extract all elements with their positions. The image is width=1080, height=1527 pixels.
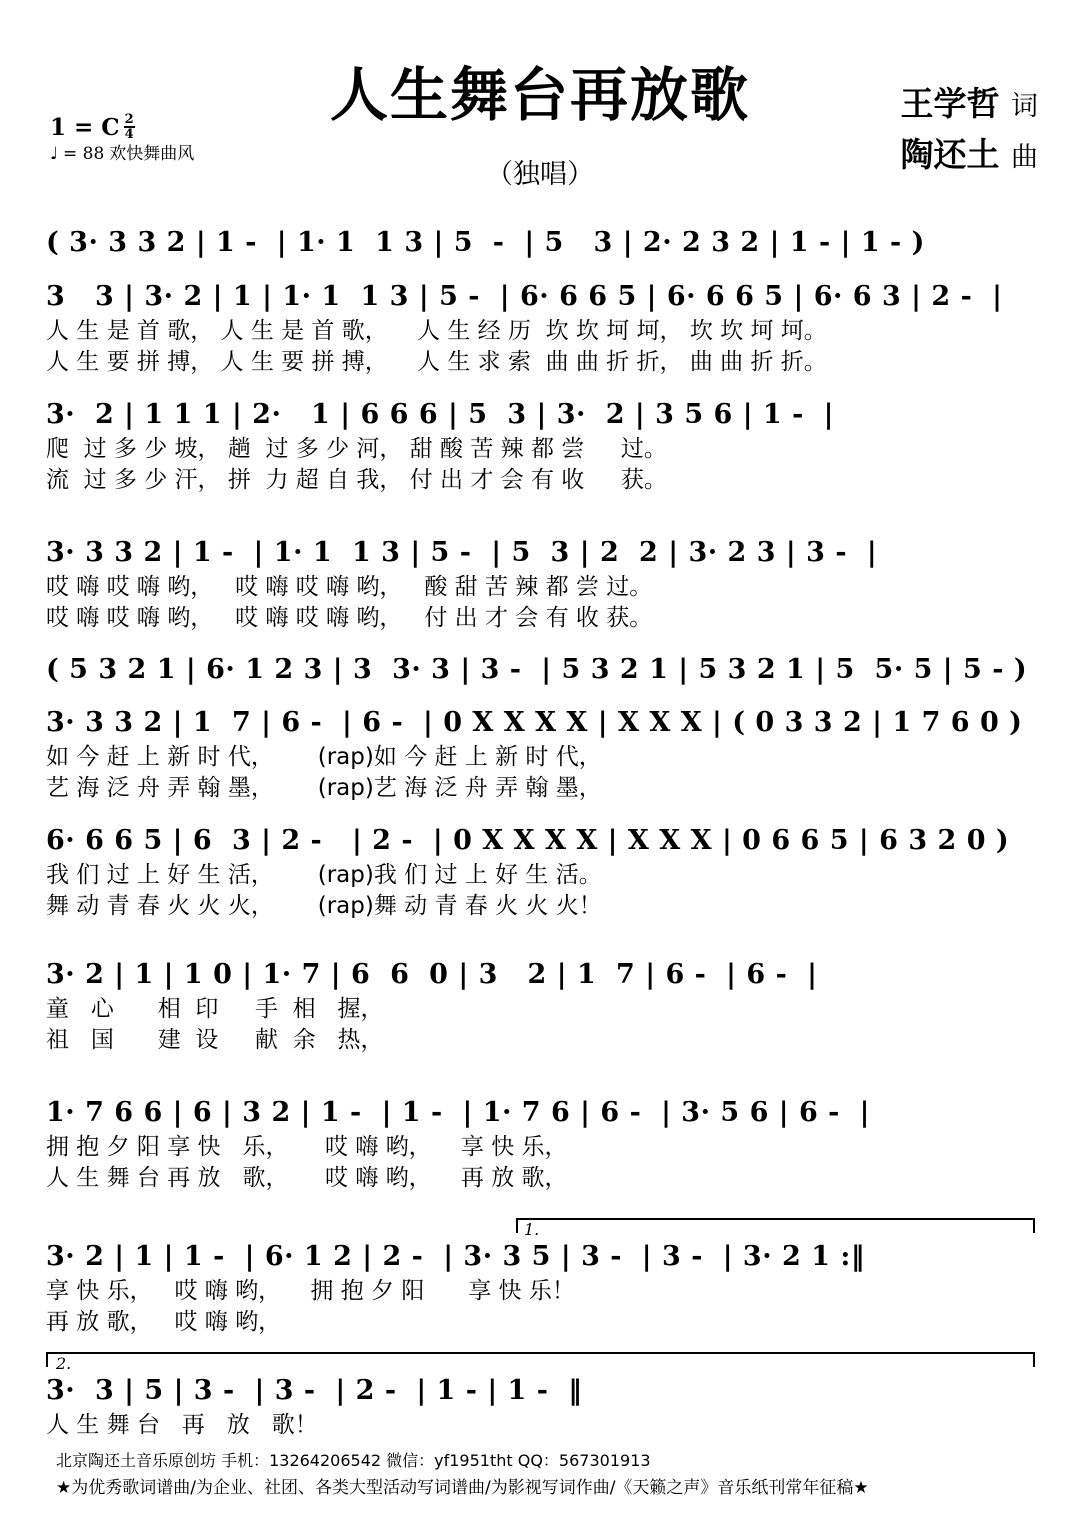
music-system-8 [46, 960, 1036, 1056]
note-row: 3· 3 | 5 | 3 - | 3 - | 2 - | 1 - | 1 - ‖ [46, 1375, 583, 1406]
note-row: ( 5 3 2 1 | 6· 1 2 3 | 3 3· 3 | 3 - | 5 3 2 1 | 5 3 2 1 | 5 5· 5 | 5 - ) [46, 654, 1028, 685]
lyric-line-1: 爬 过 多 少 坡， 趟 过 多 少 河， 甜 酸 苦 辣 都 尝 过。 [46, 436, 667, 462]
note-row: ( 3· 3 3 2 | 1 - | 1· 1 1 3 | 5 - | 5 3 | 2· 2 3 2 | 1 - | 1 - ) [46, 227, 925, 258]
music-system-11 [46, 1376, 1036, 1441]
music-system-4 [46, 538, 1036, 634]
lyric-line-1: 人 生 是 首 歌， 人 生 是 首 歌， 人 生 经 历 坎 坎 坷 坷， 坎 坎 坷 坷。 [46, 318, 827, 344]
lyric-line-1: 我 们 过 上 好 生 活， (rap)我 们 过 上 好 生 活。 [46, 862, 602, 888]
note-row: 1· 7 6 6 | 6 | 3 2 | 1 - | 1 - | 1· 7 6 | 6 - | 3· 5 6 | 6 - | [46, 1097, 870, 1128]
tempo-value: = 88 [63, 144, 105, 165]
second-ending-bracket [46, 1352, 1035, 1367]
composer-name: 陶还土 [900, 135, 1000, 175]
music-system-2 [46, 282, 1036, 378]
lyric-line-2: 哎 嗨 哎 嗨 哟， 哎 嗨 哎 嗨 哟， 付 出 才 会 有 收 获。 [46, 605, 653, 632]
lyric-line-1: 拥 抱 夕 阳 享 快 乐， 哎 嗨 哟， 享 快 乐， [46, 1134, 568, 1160]
composer-role: 曲 [1011, 142, 1038, 174]
second-ending-number: 2. [56, 1354, 72, 1373]
tempo-note-icon: ♩ [50, 144, 59, 165]
lyric-line-2: 再 放 歌， 哎 嗨 哟， [46, 1309, 282, 1336]
lyric-line-2: 人 生 舞 台 再 放 歌， 哎 嗨 哟， 再 放 歌， [46, 1165, 568, 1192]
music-system-3 [46, 400, 1036, 496]
lyric-line-1: 童 心 相 印 手 相 握， [46, 996, 384, 1022]
lyric-line-1: 享 快 乐， 哎 嗨 哟， 拥 抱 夕 阳 享 快 乐！ [46, 1278, 575, 1304]
page-title: 人生舞台再放歌 [329, 61, 750, 129]
lyric-line-1: 哎 嗨 哎 嗨 哟， 哎 嗨 哎 嗨 哟， 酸 甜 苦 辣 都 尝 过。 [46, 574, 653, 600]
music-system-10 [46, 1242, 1036, 1338]
lyric-line-1: 人 生 舞 台 再 放 歌！ [46, 1412, 318, 1438]
footer [56, 1447, 1040, 1503]
note-row: 3 3 | 3· 2 | 1 | 1· 1 1 3 | 5 - | 6· 6 6 5 | 6· 6 6 5 | 6· 6 3 | 2 - | [46, 281, 1003, 312]
lyric-line-2: 祖 国 建 设 献 余 热， [46, 1027, 384, 1054]
key-signature: 1 = C [50, 114, 120, 141]
music-system-9 [46, 1098, 1036, 1194]
note-row: 3· 2 | 1 | 1 0 | 1· 7 | 6 6 0 | 3 2 | 1 7 | 6 - | 6 - | [46, 959, 818, 990]
note-row: 3· 2 | 1 | 1 - | 6· 1 2 | 2 - | 3· 3 5 | 3 - | 3 - | 3· 2 1 :‖ [46, 1241, 865, 1272]
lyric-line-2: 流 过 多 少 汗， 拼 力 超 自 我， 付 出 才 会 有 收 获。 [46, 467, 667, 494]
lyric-line-2: 艺 海 泛 舟 弄 翰 墨， (rap)艺 海 泛 舟 弄 翰 墨， [46, 775, 602, 802]
lyricist-name: 王学哲 [900, 84, 1000, 123]
footer-contact: 北京陶还土音乐原创坊 手机：13264206542 微信：yf1951tht QQ：567301913 [56, 1450, 651, 1470]
lyric-line-1: 如 今 赶 上 新 时 代， (rap)如 今 赶 上 新 时 代， [46, 744, 602, 770]
time-signature-numerator: 2 [124, 111, 134, 127]
footer-services: ★为优秀歌词谱曲/为企业、社团、各类大型活动写词谱曲/为影视写词作曲/《天籁之声》音乐纸刊常年征稿★ [56, 1478, 869, 1499]
note-row: 3· 2 | 1 1 1 | 2· 1 | 6 6 6 | 5 3 | 3· 2 | 3 5 6 | 1 - | [46, 399, 834, 430]
first-ending-bracket [516, 1218, 1035, 1233]
lyricist-role: 词 [1011, 91, 1038, 122]
first-ending-number: 1. [524, 1220, 540, 1239]
lyric-line-2: 人 生 要 拼 搏， 人 生 要 拼 搏， 人 生 求 索 曲 曲 折 折， 曲 曲 折 折。 [46, 349, 827, 376]
credits [901, 78, 1039, 180]
composer-line [901, 129, 1039, 180]
performance-type: （独唱） [486, 159, 594, 190]
music-system-6 [46, 708, 1036, 804]
music-system-5 [46, 655, 1036, 689]
lyric-line-2: 舞 动 青 春 火 火 火， (rap)舞 动 青 春 火 火 火！ [46, 893, 602, 920]
lyricist-line [901, 78, 1039, 129]
music-system-1 [46, 228, 1036, 262]
note-row: 6· 6 6 5 | 6 3 | 2 - | 2 - | 0 X X X X | X X X | 0 6 6 5 | 6 3 2 0 ) [46, 825, 1010, 856]
note-row: 3· 3 3 2 | 1 - | 1· 1 1 3 | 5 - | 5 3 | 2 2 | 3· 2 3 | 3 - | [46, 537, 878, 568]
time-signature-denominator: 4 [124, 126, 134, 142]
note-row: 3· 3 3 2 | 1 7 | 6 - | 6 - | 0 X X X X | X X X | ( 0 3 3 2 | 1 7 6 0 ) [46, 707, 1023, 738]
style-label: 欢快舞曲风 [109, 144, 195, 165]
music-system-7 [46, 826, 1036, 922]
